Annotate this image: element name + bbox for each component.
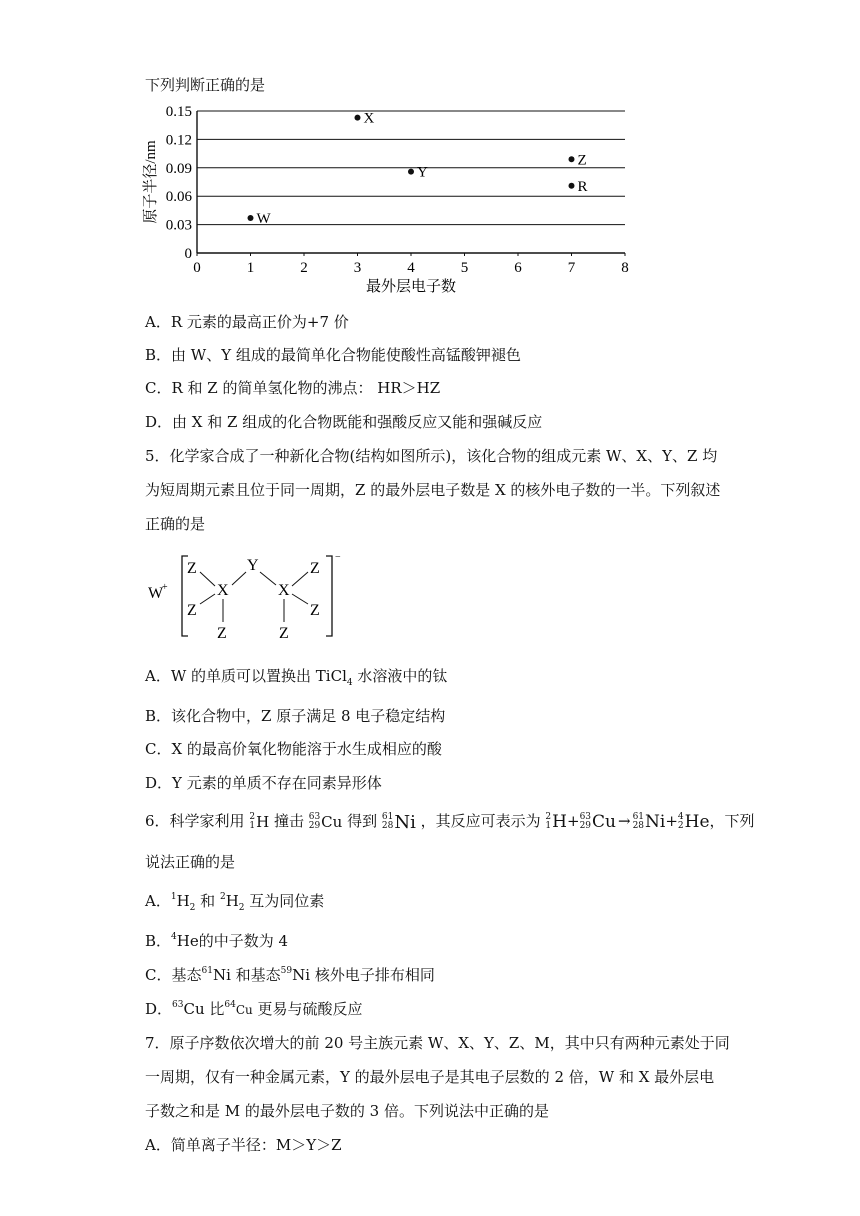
y-tick-label: 0.15 — [165, 104, 192, 120]
intro-text: 下列判断正确的是 — [145, 76, 266, 94]
q5-option-b: B．该化合物中，Z 原子满足 8 电子稳定结构 — [145, 707, 446, 725]
z-atom: Z — [217, 625, 227, 642]
isotope-h2: 2 1 H — [249, 812, 270, 831]
y-tick-label: 0.06 — [165, 189, 192, 206]
data-point-r — [569, 183, 575, 189]
q5-stem-line3: 正确的是 — [145, 515, 206, 533]
plus-sign: + — [566, 812, 580, 830]
q6-mid2: 得到 — [347, 812, 382, 830]
q7-stem-line1: 7．原子序数依次增大的前 20 号主族元素 W、X、Y、Z、M，其中只有两种元素处于同 — [145, 1034, 730, 1052]
y-tick-label: 0.03 — [165, 217, 192, 234]
ticl4-formula: TiCl — [315, 667, 347, 685]
ticl4-subscript: 4 — [346, 678, 353, 688]
q4-option-c: C．R 和 Z 的简单氢化物的沸点： HR＞HZ — [145, 379, 441, 397]
q6-post: ，下列 — [709, 812, 755, 830]
q6-stem-line1 — [145, 810, 755, 833]
x-atom: X — [217, 582, 229, 599]
q5-stem-line1: 5．化学家合成了一种新化合物(结构如图所示)，该化合物的组成元素 W、X、Y、Z 均 — [145, 447, 718, 465]
q4-option-d: D．由 X 和 Z 组成的化合物既能和强酸反应又能和强碱反应 — [145, 413, 543, 431]
q6-option-d: D．$^{63}$Cu 比$^{64}$Cu 更易与硫酸反应 — [145, 1000, 363, 1018]
y-axis-label: 原子半径/nm — [143, 140, 159, 224]
data-point-x — [355, 115, 361, 121]
data-point-y — [408, 169, 414, 175]
q5-option-c: C．X 的最高价氧化物能溶于水生成相应的酸 — [145, 740, 442, 758]
x-tick-label: 1 — [246, 260, 255, 276]
reaction-arrow: → — [617, 812, 631, 830]
q5-option-a — [145, 665, 447, 686]
x-axis-label: 最外层电子数 — [365, 279, 457, 295]
eq-cu63: 63 29 Cu — [579, 812, 616, 832]
x-tick-label: 2 — [300, 260, 308, 276]
q5-option-d: D．Y 元素的单质不存在同素异形体 — [145, 774, 382, 792]
x-tick-label: 4 — [407, 260, 415, 276]
cation-w: W — [148, 585, 164, 602]
compound-structure-diagram — [140, 548, 400, 648]
y-tick-label: 0.09 — [165, 160, 192, 177]
eq-ni61: 61 28 Ni — [632, 812, 666, 832]
q6-option-c: C．基态$^{61}$Ni 和基态$^{59}$Ni 核外电子排布相同 — [145, 966, 435, 984]
q7-option-a: A．简单离子半径：M＞Y＞Z — [145, 1136, 342, 1154]
z-atom: Z — [310, 560, 320, 577]
y-tick-label: 0.12 — [165, 132, 192, 149]
data-point-label: Y — [417, 164, 428, 181]
q6-mid3: ，其反应可表示为 — [420, 812, 541, 830]
data-point-label: Z — [577, 152, 587, 169]
z-atom: Z — [279, 625, 289, 642]
q5-option-a-post: 水溶液中的钛 — [352, 667, 448, 685]
x-tick-label: 6 — [514, 260, 522, 276]
cation-charge: + — [162, 582, 168, 593]
q6-mid1: 撞击 — [273, 812, 309, 830]
y-tick-label: 0 — [184, 246, 192, 262]
q4-option-b: B．由 W、Y 组成的最简单化合物能使酸性高锰酸钾褪色 — [145, 346, 521, 364]
x-tick-label: 5 — [460, 260, 469, 276]
data-point-z — [569, 156, 575, 162]
isotope-ni61: 61 28 Ni — [381, 811, 416, 833]
q6-pre: 6．科学家利用 — [145, 812, 245, 830]
x-tick-label: 0 — [193, 260, 201, 276]
isotope-cu63: 63 29 Cu — [308, 812, 343, 831]
data-point-w — [248, 215, 254, 221]
q6-option-a: A．$^1H_2$ 和 $^2H_2$ 互为同位素 — [145, 892, 325, 913]
data-point-label: W — [256, 210, 271, 227]
q6-stem-line2: 说法正确的是 — [145, 853, 236, 871]
y-atom: Y — [247, 557, 259, 574]
q6-option-b: B．$^4$He的中子数为 4 — [145, 932, 289, 950]
x-atom: X — [278, 582, 290, 599]
z-atom: Z — [187, 602, 197, 619]
q7-stem-line3: 子数之和是 M 的最外层电子数的 3 倍。下列说法中正确的是 — [145, 1102, 549, 1120]
q7-stem-line2: 一周期，仅有一种金属元素，Y 的最外层电子是其电子层数的 2 倍，W 和 X 最外层电 — [145, 1068, 715, 1086]
plus-sign: + — [665, 812, 678, 830]
x-tick-label: 3 — [353, 260, 362, 276]
anion-charge: − — [335, 552, 341, 563]
z-atom: Z — [187, 560, 197, 577]
data-point-label: R — [577, 178, 588, 195]
z-atom: Z — [310, 602, 320, 619]
x-tick-label: 8 — [621, 260, 629, 276]
q5-option-a-pre: A．W 的单质可以置换出 — [145, 667, 316, 685]
data-point-label: X — [363, 110, 375, 127]
q5-stem-line2: 为短周期元素且位于同一周期，Z 的最外层电子数是 X 的核外电子数的一半。下列叙述 — [145, 481, 721, 499]
eq-he4: 4 2 He — [677, 812, 710, 832]
q4-option-a: A．R 元素的最高正价为+7 价 — [145, 313, 349, 331]
x-tick-label: 7 — [567, 260, 576, 276]
eq-h2: 2 1 H — [545, 812, 567, 832]
